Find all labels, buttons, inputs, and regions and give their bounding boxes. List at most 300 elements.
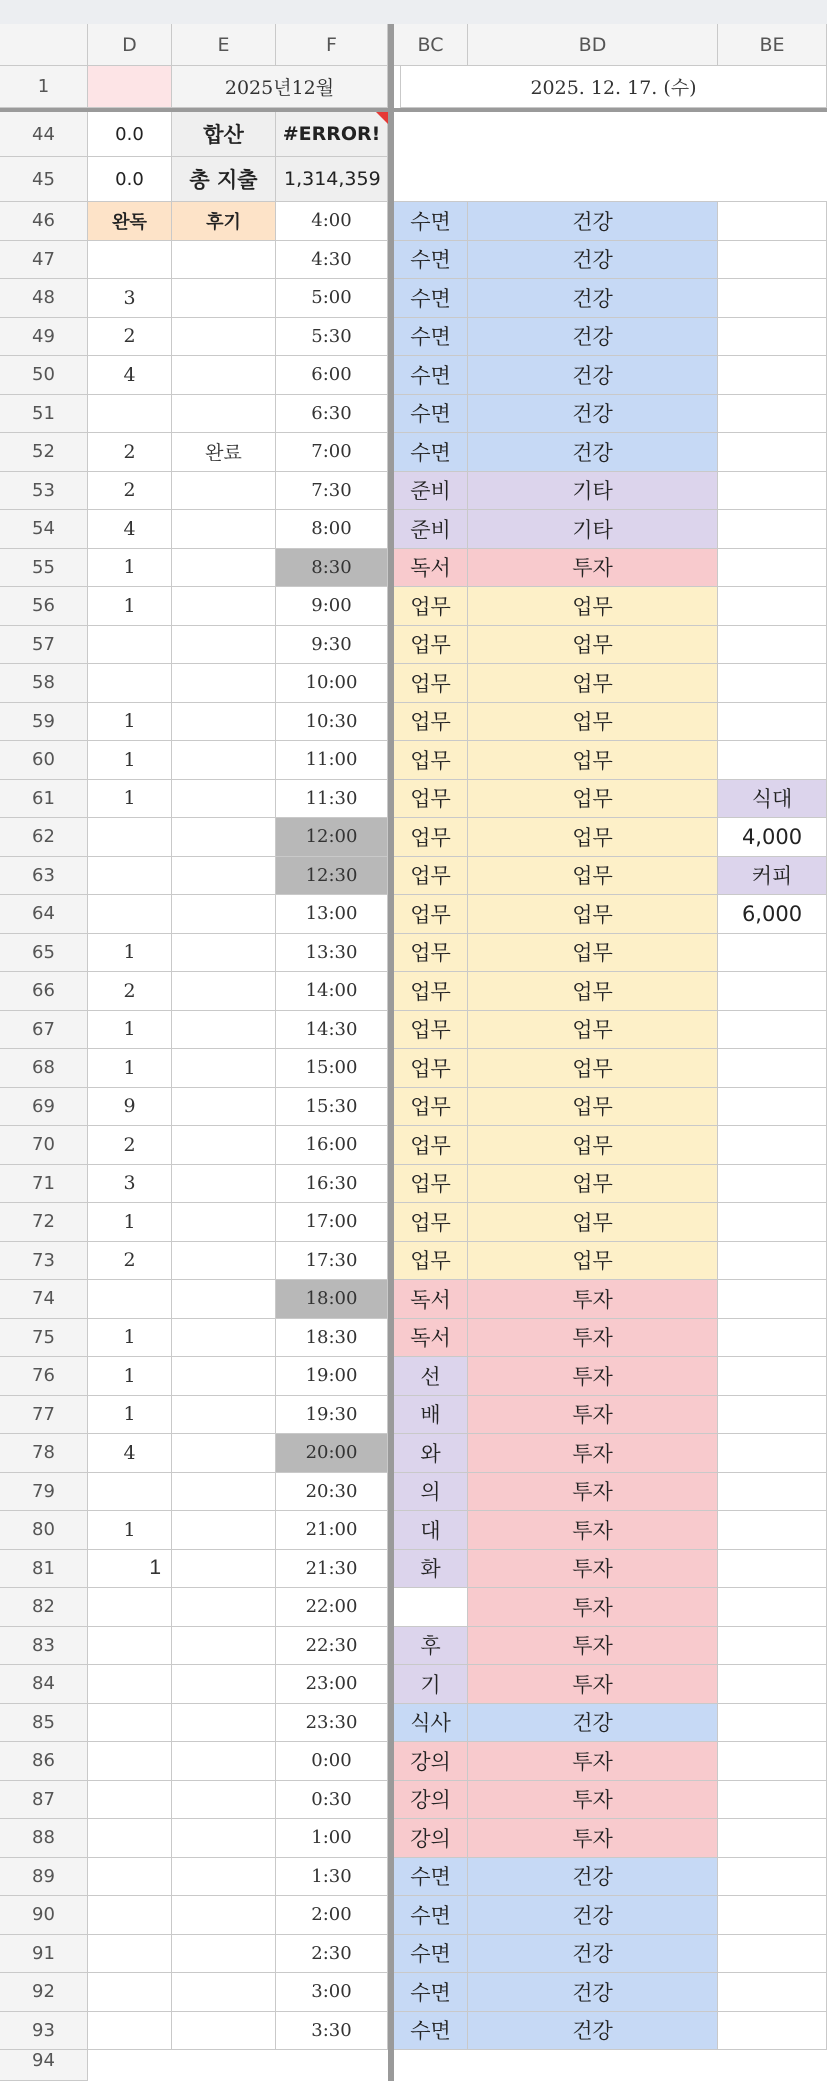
row-header-86[interactable]: 86 (0, 1742, 88, 1781)
cell-e58[interactable] (172, 664, 276, 703)
expense-cell-86[interactable] (718, 1742, 827, 1781)
activity-cell-73[interactable]: 업무 (394, 1242, 468, 1281)
cell-e93[interactable] (172, 2012, 276, 2051)
expense-cell-82[interactable] (718, 1588, 827, 1627)
cell-e77[interactable] (172, 1396, 276, 1435)
time-cell-50[interactable]: 6:00 (276, 356, 388, 395)
time-cell-73[interactable]: 17:30 (276, 1242, 388, 1281)
row-header-52[interactable]: 52 (0, 433, 88, 472)
activity-cell-65[interactable]: 업무 (394, 934, 468, 973)
cell-d60[interactable]: 1 (88, 741, 172, 780)
time-cell-66[interactable]: 14:00 (276, 972, 388, 1011)
row-header-88[interactable]: 88 (0, 1819, 88, 1858)
time-cell-68[interactable]: 15:00 (276, 1049, 388, 1088)
time-cell-62[interactable]: 12:00 (276, 818, 388, 857)
category-cell-71[interactable]: 업무 (468, 1165, 718, 1204)
cell-d77[interactable]: 1 (88, 1396, 172, 1435)
row-header-74[interactable]: 74 (0, 1280, 88, 1319)
cell-d61[interactable]: 1 (88, 780, 172, 819)
row-header-46[interactable]: 46 (0, 202, 88, 241)
time-cell-55[interactable]: 8:30 (276, 549, 388, 588)
cell-e80[interactable] (172, 1511, 276, 1550)
cell-e53[interactable] (172, 472, 276, 511)
blank-summary-area[interactable] (394, 112, 827, 202)
row-header-66[interactable]: 66 (0, 972, 88, 1011)
row-header-91[interactable]: 91 (0, 1935, 88, 1974)
row-header-56[interactable]: 56 (0, 587, 88, 626)
expense-cell-57[interactable] (718, 626, 827, 665)
expense-cell-58[interactable] (718, 664, 827, 703)
category-cell-47[interactable]: 건강 (468, 241, 718, 280)
row-header-54[interactable]: 54 (0, 510, 88, 549)
review-label[interactable]: 후기 (172, 202, 276, 241)
cell-d89[interactable] (88, 1858, 172, 1897)
time-cell-90[interactable]: 2:00 (276, 1896, 388, 1935)
cell-e69[interactable] (172, 1088, 276, 1127)
activity-cell-89[interactable]: 수면 (394, 1858, 468, 1897)
expense-cell-53[interactable] (718, 472, 827, 511)
expense-cell-66[interactable] (718, 972, 827, 1011)
cell-d51[interactable] (88, 395, 172, 434)
cell-e81[interactable] (172, 1550, 276, 1589)
time-cell-91[interactable]: 2:30 (276, 1935, 388, 1974)
row-header-87[interactable]: 87 (0, 1781, 88, 1820)
row-header-94[interactable]: 94 (0, 2050, 88, 2081)
cell-e54[interactable] (172, 510, 276, 549)
time-cell-83[interactable]: 22:30 (276, 1627, 388, 1666)
cell-e59[interactable] (172, 703, 276, 742)
time-cell-52[interactable]: 7:00 (276, 433, 388, 472)
cell-e66[interactable] (172, 972, 276, 1011)
category-cell-91[interactable]: 건강 (468, 1935, 718, 1974)
cell-e60[interactable] (172, 741, 276, 780)
cell-e62[interactable] (172, 818, 276, 857)
time-cell-77[interactable]: 19:30 (276, 1396, 388, 1435)
row-header-50[interactable]: 50 (0, 356, 88, 395)
column-header-be[interactable]: BE (718, 24, 827, 66)
category-cell-61[interactable]: 업무 (468, 780, 718, 819)
expense-cell-47[interactable] (718, 241, 827, 280)
activity-cell-88[interactable]: 강의 (394, 1819, 468, 1858)
time-cell-49[interactable]: 5:30 (276, 318, 388, 357)
category-cell-80[interactable]: 투자 (468, 1511, 718, 1550)
cell-e87[interactable] (172, 1781, 276, 1820)
time-cell-48[interactable]: 5:00 (276, 279, 388, 318)
cell-e72[interactable] (172, 1203, 276, 1242)
cell-e65[interactable] (172, 934, 276, 973)
cell-e47[interactable] (172, 241, 276, 280)
activity-cell-78[interactable]: 와 (394, 1434, 468, 1473)
activity-cell-51[interactable]: 수면 (394, 395, 468, 434)
cell-e63[interactable] (172, 857, 276, 896)
cell-d82[interactable] (88, 1588, 172, 1627)
activity-cell-81[interactable]: 화 (394, 1550, 468, 1589)
row-header-71[interactable]: 71 (0, 1165, 88, 1204)
category-cell-59[interactable]: 업무 (468, 703, 718, 742)
activity-cell-48[interactable]: 수면 (394, 279, 468, 318)
total-spend-label-cell[interactable]: 총 지출 (172, 157, 276, 202)
activity-cell-75[interactable]: 독서 (394, 1319, 468, 1358)
row-header-80[interactable]: 80 (0, 1511, 88, 1550)
category-cell-65[interactable]: 업무 (468, 934, 718, 973)
row-header-90[interactable]: 90 (0, 1896, 88, 1935)
cell-d68[interactable]: 1 (88, 1049, 172, 1088)
cell-d72[interactable]: 1 (88, 1203, 172, 1242)
time-cell-51[interactable]: 6:30 (276, 395, 388, 434)
row-header-77[interactable]: 77 (0, 1396, 88, 1435)
expense-cell-49[interactable] (718, 318, 827, 357)
cell-e64[interactable] (172, 895, 276, 934)
row-header-57[interactable]: 57 (0, 626, 88, 665)
time-cell-53[interactable]: 7:30 (276, 472, 388, 511)
time-cell-59[interactable]: 10:30 (276, 703, 388, 742)
cell-d88[interactable] (88, 1819, 172, 1858)
cell-d44[interactable]: 0.0 (88, 112, 172, 157)
category-cell-68[interactable]: 업무 (468, 1049, 718, 1088)
sum-label-cell[interactable]: 합산 (172, 112, 276, 157)
time-cell-46[interactable]: 4:00 (276, 202, 388, 241)
expense-cell-55[interactable] (718, 549, 827, 588)
activity-cell-56[interactable]: 업무 (394, 587, 468, 626)
cell-e70[interactable] (172, 1126, 276, 1165)
activity-cell-72[interactable]: 업무 (394, 1203, 468, 1242)
category-cell-87[interactable]: 투자 (468, 1781, 718, 1820)
cell-e55[interactable] (172, 549, 276, 588)
row-header-76[interactable]: 76 (0, 1357, 88, 1396)
cell-e78[interactable] (172, 1434, 276, 1473)
expense-cell-61[interactable]: 식대 (718, 780, 827, 819)
activity-cell-62[interactable]: 업무 (394, 818, 468, 857)
cell-d81[interactable]: 1 (88, 1550, 172, 1589)
category-cell-48[interactable]: 건강 (468, 279, 718, 318)
row-header-84[interactable]: 84 (0, 1665, 88, 1704)
activity-cell-91[interactable]: 수면 (394, 1935, 468, 1974)
category-cell-70[interactable]: 업무 (468, 1126, 718, 1165)
cell-d65[interactable]: 1 (88, 934, 172, 973)
expense-cell-69[interactable] (718, 1088, 827, 1127)
activity-cell-54[interactable]: 준비 (394, 510, 468, 549)
category-cell-85[interactable]: 건강 (468, 1704, 718, 1743)
activity-cell-68[interactable]: 업무 (394, 1049, 468, 1088)
column-header-bd[interactable]: BD (468, 24, 718, 66)
cell-d75[interactable]: 1 (88, 1319, 172, 1358)
row-header-44[interactable]: 44 (0, 112, 88, 157)
cell-d66[interactable]: 2 (88, 972, 172, 1011)
time-cell-75[interactable]: 18:30 (276, 1319, 388, 1358)
time-cell-61[interactable]: 11:30 (276, 780, 388, 819)
cell-e82[interactable] (172, 1588, 276, 1627)
expense-cell-79[interactable] (718, 1473, 827, 1512)
category-cell-56[interactable]: 업무 (468, 587, 718, 626)
cell-d78[interactable]: 4 (88, 1434, 172, 1473)
row-header-53[interactable]: 53 (0, 472, 88, 511)
expense-cell-51[interactable] (718, 395, 827, 434)
activity-cell-53[interactable]: 준비 (394, 472, 468, 511)
activity-cell-80[interactable]: 대 (394, 1511, 468, 1550)
activity-cell-82[interactable] (394, 1588, 468, 1627)
time-cell-88[interactable]: 1:00 (276, 1819, 388, 1858)
cell-d53[interactable]: 2 (88, 472, 172, 511)
time-cell-70[interactable]: 16:00 (276, 1126, 388, 1165)
row-header-58[interactable]: 58 (0, 664, 88, 703)
row-header-75[interactable]: 75 (0, 1319, 88, 1358)
time-cell-47[interactable]: 4:30 (276, 241, 388, 280)
cell-e74[interactable] (172, 1280, 276, 1319)
cell-d74[interactable] (88, 1280, 172, 1319)
cell-e49[interactable] (172, 318, 276, 357)
cell-d76[interactable]: 1 (88, 1357, 172, 1396)
category-cell-90[interactable]: 건강 (468, 1896, 718, 1935)
cell-d63[interactable] (88, 857, 172, 896)
total-spend-value-cell[interactable]: 1,314,359 (276, 157, 388, 202)
row-header-49[interactable]: 49 (0, 318, 88, 357)
time-cell-56[interactable]: 9:00 (276, 587, 388, 626)
time-cell-54[interactable]: 8:00 (276, 510, 388, 549)
expense-cell-46[interactable] (718, 202, 827, 241)
activity-cell-74[interactable]: 독서 (394, 1280, 468, 1319)
time-cell-85[interactable]: 23:30 (276, 1704, 388, 1743)
category-cell-79[interactable]: 투자 (468, 1473, 718, 1512)
category-cell-54[interactable]: 기타 (468, 510, 718, 549)
expense-cell-67[interactable] (718, 1011, 827, 1050)
category-cell-92[interactable]: 건강 (468, 1973, 718, 2012)
category-cell-73[interactable]: 업무 (468, 1242, 718, 1281)
cell-d90[interactable] (88, 1896, 172, 1935)
activity-cell-71[interactable]: 업무 (394, 1165, 468, 1204)
category-cell-78[interactable]: 투자 (468, 1434, 718, 1473)
category-cell-66[interactable]: 업무 (468, 972, 718, 1011)
category-cell-75[interactable]: 투자 (468, 1319, 718, 1358)
time-cell-78[interactable]: 20:00 (276, 1434, 388, 1473)
time-cell-67[interactable]: 14:30 (276, 1011, 388, 1050)
category-cell-53[interactable]: 기타 (468, 472, 718, 511)
cell-d56[interactable]: 1 (88, 587, 172, 626)
cell-e89[interactable] (172, 1858, 276, 1897)
row-header-68[interactable]: 68 (0, 1049, 88, 1088)
category-cell-50[interactable]: 건강 (468, 356, 718, 395)
cell-d83[interactable] (88, 1627, 172, 1666)
expense-cell-92[interactable] (718, 1973, 827, 2012)
activity-cell-61[interactable]: 업무 (394, 780, 468, 819)
cell-e73[interactable] (172, 1242, 276, 1281)
cell-d57[interactable] (88, 626, 172, 665)
category-cell-46[interactable]: 건강 (468, 202, 718, 241)
activity-cell-59[interactable]: 업무 (394, 703, 468, 742)
expense-cell-48[interactable] (718, 279, 827, 318)
activity-cell-77[interactable]: 배 (394, 1396, 468, 1435)
time-cell-74[interactable]: 18:00 (276, 1280, 388, 1319)
expense-cell-87[interactable] (718, 1781, 827, 1820)
category-cell-52[interactable]: 건강 (468, 433, 718, 472)
row-header-55[interactable]: 55 (0, 549, 88, 588)
activity-cell-60[interactable]: 업무 (394, 741, 468, 780)
row-header-51[interactable]: 51 (0, 395, 88, 434)
activity-cell-49[interactable]: 수면 (394, 318, 468, 357)
expense-cell-72[interactable] (718, 1203, 827, 1242)
activity-cell-50[interactable]: 수면 (394, 356, 468, 395)
expense-cell-65[interactable] (718, 934, 827, 973)
category-cell-81[interactable]: 투자 (468, 1550, 718, 1589)
cell-e52[interactable]: 완료 (172, 433, 276, 472)
time-cell-80[interactable]: 21:00 (276, 1511, 388, 1550)
cell-d87[interactable] (88, 1781, 172, 1820)
activity-cell-92[interactable]: 수면 (394, 1973, 468, 2012)
time-cell-71[interactable]: 16:30 (276, 1165, 388, 1204)
cell-e61[interactable] (172, 780, 276, 819)
activity-cell-55[interactable]: 독서 (394, 549, 468, 588)
category-cell-83[interactable]: 투자 (468, 1627, 718, 1666)
activity-cell-76[interactable]: 선 (394, 1357, 468, 1396)
time-cell-93[interactable]: 3:30 (276, 2012, 388, 2051)
cell-e75[interactable] (172, 1319, 276, 1358)
cell-d79[interactable] (88, 1473, 172, 1512)
row-header-83[interactable]: 83 (0, 1627, 88, 1666)
category-cell-58[interactable]: 업무 (468, 664, 718, 703)
activity-cell-58[interactable]: 업무 (394, 664, 468, 703)
category-cell-69[interactable]: 업무 (468, 1088, 718, 1127)
activity-cell-70[interactable]: 업무 (394, 1126, 468, 1165)
category-cell-84[interactable]: 투자 (468, 1665, 718, 1704)
corner-select-all[interactable] (0, 24, 88, 66)
cell-e68[interactable] (172, 1049, 276, 1088)
row-header-62[interactable]: 62 (0, 818, 88, 857)
activity-cell-79[interactable]: 의 (394, 1473, 468, 1512)
time-cell-63[interactable]: 12:30 (276, 857, 388, 896)
row-header-70[interactable]: 70 (0, 1126, 88, 1165)
cell-d86[interactable] (88, 1742, 172, 1781)
cell-d70[interactable]: 2 (88, 1126, 172, 1165)
activity-cell-47[interactable]: 수면 (394, 241, 468, 280)
row-header-82[interactable]: 82 (0, 1588, 88, 1627)
expense-cell-81[interactable] (718, 1550, 827, 1589)
expense-cell-84[interactable] (718, 1665, 827, 1704)
cell-d92[interactable] (88, 1973, 172, 2012)
row-header-93[interactable]: 93 (0, 2012, 88, 2051)
time-cell-76[interactable]: 19:00 (276, 1357, 388, 1396)
category-cell-64[interactable]: 업무 (468, 895, 718, 934)
time-cell-92[interactable]: 3:00 (276, 1973, 388, 2012)
row-header-85[interactable]: 85 (0, 1704, 88, 1743)
cell-e85[interactable] (172, 1704, 276, 1743)
cell-d54[interactable]: 4 (88, 510, 172, 549)
row-header-72[interactable]: 72 (0, 1203, 88, 1242)
activity-cell-87[interactable]: 강의 (394, 1781, 468, 1820)
category-cell-88[interactable]: 투자 (468, 1819, 718, 1858)
activity-cell-66[interactable]: 업무 (394, 972, 468, 1011)
column-header-bc[interactable]: BC (394, 24, 468, 66)
expense-cell-62[interactable]: 4,000 (718, 818, 827, 857)
cell-e86[interactable] (172, 1742, 276, 1781)
expense-cell-77[interactable] (718, 1396, 827, 1435)
cell-d67[interactable]: 1 (88, 1011, 172, 1050)
expense-cell-52[interactable] (718, 433, 827, 472)
cell-d84[interactable] (88, 1665, 172, 1704)
cell-d45[interactable]: 0.0 (88, 157, 172, 202)
time-cell-84[interactable]: 23:00 (276, 1665, 388, 1704)
row-header-65[interactable]: 65 (0, 934, 88, 973)
time-cell-58[interactable]: 10:00 (276, 664, 388, 703)
cell-d58[interactable] (88, 664, 172, 703)
cell-d93[interactable] (88, 2012, 172, 2051)
category-cell-76[interactable]: 투자 (468, 1357, 718, 1396)
cell-e67[interactable] (172, 1011, 276, 1050)
time-cell-72[interactable]: 17:00 (276, 1203, 388, 1242)
category-cell-57[interactable]: 업무 (468, 626, 718, 665)
expense-cell-54[interactable] (718, 510, 827, 549)
cell-d47[interactable] (88, 241, 172, 280)
expense-cell-64[interactable]: 6,000 (718, 895, 827, 934)
cell-d64[interactable] (88, 895, 172, 934)
activity-cell-64[interactable]: 업무 (394, 895, 468, 934)
row-header-48[interactable]: 48 (0, 279, 88, 318)
month-label-cell[interactable]: 2025년12월 (172, 66, 388, 108)
category-cell-62[interactable]: 업무 (468, 818, 718, 857)
expense-cell-80[interactable] (718, 1511, 827, 1550)
expense-cell-89[interactable] (718, 1858, 827, 1897)
time-cell-79[interactable]: 20:30 (276, 1473, 388, 1512)
cell-e83[interactable] (172, 1627, 276, 1666)
cell-d73[interactable]: 2 (88, 1242, 172, 1281)
cell-e50[interactable] (172, 356, 276, 395)
category-cell-63[interactable]: 업무 (468, 857, 718, 896)
category-cell-74[interactable]: 투자 (468, 1280, 718, 1319)
row-header-60[interactable]: 60 (0, 741, 88, 780)
row-header-45[interactable]: 45 (0, 157, 88, 202)
expense-cell-83[interactable] (718, 1627, 827, 1666)
cell-e56[interactable] (172, 587, 276, 626)
row-header-69[interactable]: 69 (0, 1088, 88, 1127)
cell-d49[interactable]: 2 (88, 318, 172, 357)
expense-cell-73[interactable] (718, 1242, 827, 1281)
column-header-d[interactable]: D (88, 24, 172, 66)
time-cell-65[interactable]: 13:30 (276, 934, 388, 973)
expense-cell-74[interactable] (718, 1280, 827, 1319)
category-cell-82[interactable]: 투자 (468, 1588, 718, 1627)
column-header-e[interactable]: E (172, 24, 276, 66)
time-cell-60[interactable]: 11:00 (276, 741, 388, 780)
row-header-67[interactable]: 67 (0, 1011, 88, 1050)
cell-d80[interactable]: 1 (88, 1511, 172, 1550)
expense-cell-60[interactable] (718, 741, 827, 780)
expense-cell-85[interactable] (718, 1704, 827, 1743)
cell-e76[interactable] (172, 1357, 276, 1396)
category-cell-72[interactable]: 업무 (468, 1203, 718, 1242)
cell-d50[interactable]: 4 (88, 356, 172, 395)
error-value-cell[interactable]: #ERROR! (276, 112, 388, 157)
row-header-59[interactable]: 59 (0, 703, 88, 742)
cell-e88[interactable] (172, 1819, 276, 1858)
activity-cell-85[interactable]: 식사 (394, 1704, 468, 1743)
row-header-79[interactable]: 79 (0, 1473, 88, 1512)
expense-cell-78[interactable] (718, 1434, 827, 1473)
category-cell-67[interactable]: 업무 (468, 1011, 718, 1050)
activity-cell-86[interactable]: 강의 (394, 1742, 468, 1781)
cell-d59[interactable]: 1 (88, 703, 172, 742)
activity-cell-90[interactable]: 수면 (394, 1896, 468, 1935)
cell-d1[interactable] (88, 66, 172, 108)
expense-cell-50[interactable] (718, 356, 827, 395)
cell-e92[interactable] (172, 1973, 276, 2012)
category-cell-77[interactable]: 투자 (468, 1396, 718, 1435)
expense-cell-56[interactable] (718, 587, 827, 626)
time-cell-87[interactable]: 0:30 (276, 1781, 388, 1820)
cell-d52[interactable]: 2 (88, 433, 172, 472)
cell-e91[interactable] (172, 1935, 276, 1974)
cell-e51[interactable] (172, 395, 276, 434)
expense-cell-90[interactable] (718, 1896, 827, 1935)
row-header-92[interactable]: 92 (0, 1973, 88, 2012)
cell-e84[interactable] (172, 1665, 276, 1704)
